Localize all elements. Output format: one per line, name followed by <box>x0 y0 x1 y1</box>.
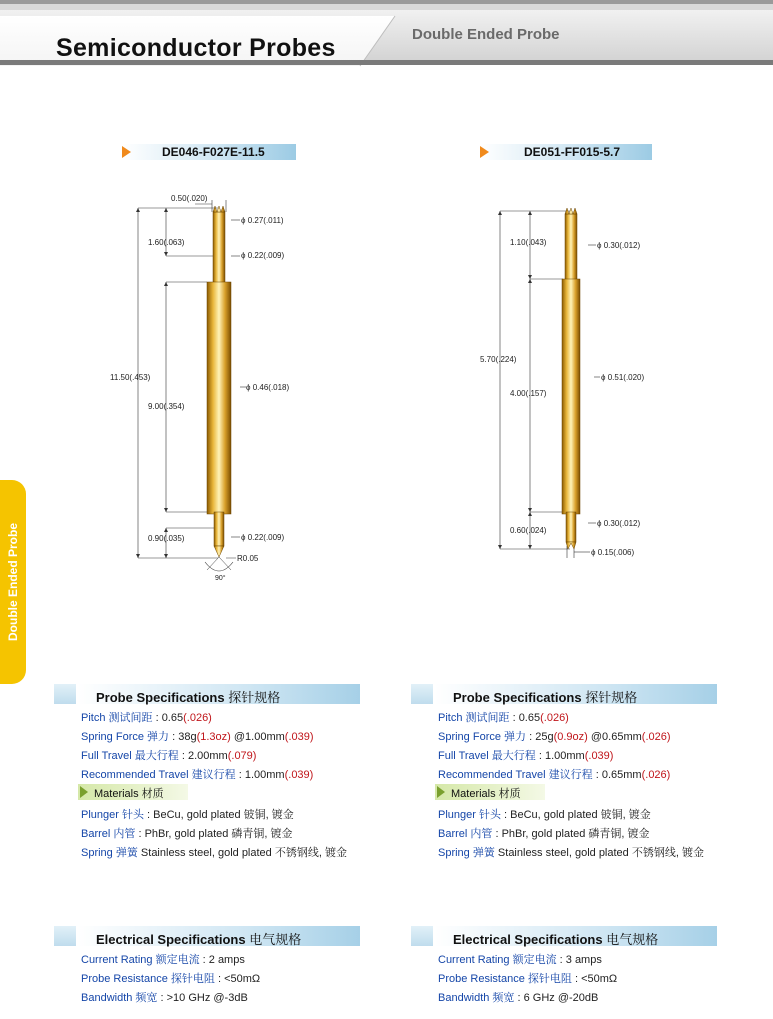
part-number-2: DE051-FF015-5.7 <box>524 145 621 159</box>
material-plunger-1: Plunger 针头 : BeCu, gold plated 铍铜, 镀金 <box>81 809 294 821</box>
dim-label: 90° <box>215 575 226 582</box>
section-title-cn: 探针规格 <box>228 690 281 705</box>
dim-label: ϕ 0.27(.011) <box>241 216 284 225</box>
dim-label: 5.70(.224) <box>480 355 517 364</box>
spec-value: >10 GHz @-3dB <box>166 992 248 1004</box>
spec-value: 0.65 <box>518 712 541 724</box>
spec-value: 0.65mm <box>601 769 642 781</box>
arrow-icon <box>122 146 131 158</box>
spec-label: Barrel 内管 <box>438 828 493 840</box>
spec-value: @0.65mm <box>590 731 642 743</box>
elec-bandwidth-1: Bandwidth 频宽 : >10 GHz @-3dB <box>81 992 248 1004</box>
spec-label: Barrel 内管 <box>81 828 136 840</box>
spec-inch: (.039) <box>284 769 314 781</box>
spec-value: 2.00mm <box>187 750 228 762</box>
material-spring-2 <box>438 844 704 860</box>
spec-value: Stainless steel, gold plated 不锈钢线, 镀金 <box>140 847 347 859</box>
spec-label: Bandwidth 频宽 <box>81 992 158 1004</box>
probe-spec-header-2 <box>411 684 717 704</box>
dim-label: ϕ 0.30(.012) <box>597 241 641 250</box>
spec-force-2: Spring Force 弹力 : 25g(0.9oz) @0.65mm(.026) <box>438 731 671 743</box>
spec-inch: (1.3oz) <box>196 731 231 743</box>
side-tab-label: Double Ended Probe <box>6 522 20 642</box>
probe-spec-header-1 <box>54 684 360 704</box>
dim-label: ϕ 0.15(.006) <box>591 548 635 557</box>
dim-label: ϕ 0.46(.018) <box>246 383 290 392</box>
dim-label: ϕ 0.22(.009) <box>241 533 285 542</box>
section-title: Electrical Specifications <box>453 932 603 947</box>
spec-travel-1: Full Travel 最大行程 : 2.00mm(.079) <box>81 750 257 762</box>
spec-pitch-2: Pitch 测试间距 : 0.65(.026) <box>438 712 569 724</box>
spec-value: 25g <box>535 731 554 743</box>
spec-inch: (.039) <box>584 750 614 762</box>
materials-tag-1 <box>78 784 188 800</box>
spec-label: Current Rating 额定电流 <box>81 954 200 966</box>
part-number-bar-1 <box>122 144 296 160</box>
section-title: Probe Specifications <box>96 690 225 705</box>
spec-value: BeCu, gold plated 铍铜, 镀金 <box>153 809 294 821</box>
spec-travel-2: Full Travel 最大行程 : 1.00mm(.039) <box>438 750 614 762</box>
spec-pitch-1: Pitch 测试间距 : 0.65(.026) <box>81 712 212 724</box>
section-title-cn: 探针规格 <box>585 690 638 705</box>
spec-rec-travel-2: Recommended Travel 建议行程 : 0.65mm(.026) <box>438 769 671 781</box>
spec-inch: (.026) <box>641 769 671 781</box>
spec-label: Spring Force 弹力 <box>81 731 170 743</box>
elec-bandwidth-2: Bandwidth 频宽 : 6 GHz @-20dB <box>438 992 599 1004</box>
dim-label: 9.00(.354) <box>148 402 185 411</box>
elec-current-1: Current Rating 额定电流 : 2 amps <box>81 954 245 966</box>
spec-value: PhBr, gold plated 磷青铜, 镀金 <box>144 828 293 840</box>
spec-label: Spring 弹簧 <box>81 847 138 859</box>
page-title: Semiconductor Probes <box>56 34 336 62</box>
dim-label: ϕ 0.51(.020) <box>601 373 645 382</box>
part-number-bar-2 <box>480 144 652 160</box>
electrical-spec-header-1 <box>54 926 360 946</box>
part-number-1: DE046-F027E-11.5 <box>162 145 265 159</box>
spec-inch: (.039) <box>284 731 314 743</box>
material-plunger-2: Plunger 针头 : BeCu, gold plated 铍铜, 镀金 <box>438 809 651 821</box>
dim-label: ϕ 0.30(.012) <box>597 519 641 528</box>
triangle-icon <box>80 786 88 798</box>
spec-label: Plunger 针头 <box>81 809 144 821</box>
section-title-cn: 电气规格 <box>249 932 302 947</box>
spec-inch: (.026) <box>641 731 671 743</box>
spec-inch: (.079) <box>227 750 257 762</box>
spec-inch: (.026) <box>183 712 212 724</box>
section-title-cn: 电气规格 <box>606 932 659 947</box>
spec-value: 0.65 <box>161 712 184 724</box>
materials-tag-2 <box>435 784 545 800</box>
probe-drawing-2 <box>475 195 675 565</box>
spec-label: Probe Resistance 探针电阻 <box>81 973 215 985</box>
materials-title: Materials 材质 <box>451 788 521 800</box>
spec-label: Spring 弹簧 <box>438 847 495 859</box>
spec-label: Pitch 测试间距 <box>438 712 510 724</box>
elec-resistance-1: Probe Resistance 探针电阻 : <50mΩ <box>81 973 261 985</box>
spec-value: 2 amps <box>208 954 245 966</box>
dim-label: 11.50(.453) <box>110 373 151 382</box>
dim-label: 0.60(.024) <box>510 526 547 535</box>
spec-value: <50mΩ <box>581 973 618 985</box>
dim-label: 1.60(.063) <box>148 238 185 247</box>
spec-label: Recommended Travel 建议行程 <box>81 769 236 781</box>
triangle-icon <box>437 786 445 798</box>
material-barrel-2: Barrel 内管 : PhBr, gold plated 磷青铜, 镀金 <box>438 828 650 840</box>
spec-value: BeCu, gold plated 铍铜, 镀金 <box>510 809 651 821</box>
side-tab <box>0 480 26 684</box>
spec-label: Recommended Travel 建议行程 <box>438 769 593 781</box>
material-barrel-1: Barrel 内管 : PhBr, gold plated 磷青铜, 镀金 <box>81 828 293 840</box>
spec-rec-travel-1: Recommended Travel 建议行程 : 1.00mm(.039) <box>81 769 314 781</box>
spec-value: Stainless steel, gold plated 不锈钢线, 镀金 <box>497 847 704 859</box>
spec-value: 1.00mm <box>244 769 285 781</box>
spec-inch: (0.9oz) <box>553 731 588 743</box>
dim-label: 0.90(.035) <box>148 534 185 543</box>
spec-value: 38g <box>178 731 197 743</box>
spec-value: <50mΩ <box>224 973 261 985</box>
spec-value: @1.00mm <box>233 731 285 743</box>
section-title: Electrical Specifications <box>96 932 246 947</box>
electrical-spec-header-2 <box>411 926 717 946</box>
page-subtitle: Double Ended Probe <box>412 26 560 43</box>
spec-force-1: Spring Force 弹力 : 38g(1.3oz) @1.00mm(.039) <box>81 731 314 743</box>
spec-label: Full Travel 最大行程 <box>438 750 536 762</box>
elec-resistance-2: Probe Resistance 探针电阻 : <50mΩ <box>438 973 618 985</box>
dim-label: R0.05 <box>237 554 259 563</box>
spec-inch: (.026) <box>540 712 569 724</box>
dim-label: ϕ 0.22(.009) <box>241 251 285 260</box>
spec-label: Spring Force 弹力 <box>438 731 527 743</box>
spec-value: 6 GHz @-20dB <box>523 992 599 1004</box>
spec-label: Pitch 测试间距 <box>81 712 153 724</box>
spec-label: Current Rating 额定电流 <box>438 954 557 966</box>
elec-current-2: Current Rating 额定电流 : 3 amps <box>438 954 602 966</box>
section-title: Probe Specifications <box>453 690 582 705</box>
spec-value: 3 amps <box>565 954 602 966</box>
spec-label: Probe Resistance 探针电阻 <box>438 973 572 985</box>
materials-title: Materials 材质 <box>94 788 164 800</box>
spec-value: 1.00mm <box>544 750 585 762</box>
dim-label: 0.50(.020) <box>171 194 208 203</box>
spec-label: Plunger 针头 <box>438 809 501 821</box>
spec-label: Full Travel 最大行程 <box>81 750 179 762</box>
material-spring-1 <box>81 844 347 860</box>
spec-value: PhBr, gold plated 磷青铜, 镀金 <box>501 828 650 840</box>
arrow-icon <box>480 146 489 158</box>
dim-label: 4.00(.157) <box>510 389 547 398</box>
spec-label: Bandwidth 频宽 <box>438 992 515 1004</box>
dim-label: 1.10(.043) <box>510 238 547 247</box>
probe-drawing-1 <box>100 185 320 585</box>
